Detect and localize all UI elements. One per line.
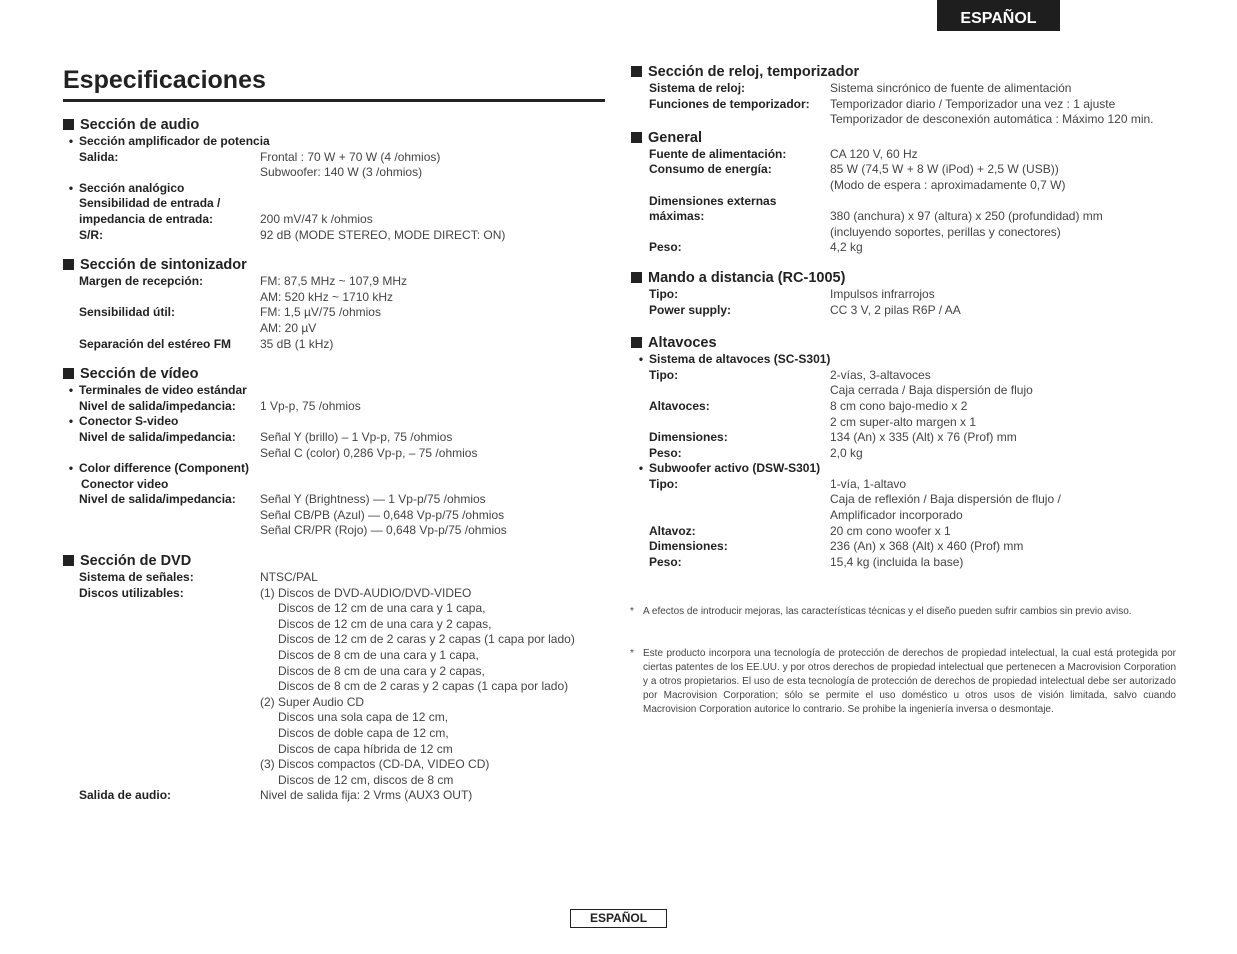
section-heading-dvd: Sección de DVD bbox=[63, 553, 603, 570]
spec-row-power-supply: Power supply: CC 3 V, 2 pilas R6P / AA bbox=[649, 302, 961, 317]
subsection-component: • Color difference (Component) bbox=[68, 461, 249, 476]
spec-row-dimensiones: Dimensiones externas máximas: 380 (anchura) x 97 (altura) x 250 (profundidad) mm (incluyendo soportes, perillas y conectores) bbox=[649, 193, 1103, 239]
spec-row-funciones: Funciones de temporizador: Temporizador diario / Temporizador una vez : 1 ajuste Temporizador de desconexión automática : Máximo 120 min. bbox=[649, 96, 1154, 127]
section-heading-clock: Sección de reloj, temporizador bbox=[631, 64, 1191, 81]
spec-row-nivel-svideo: Nivel de salida/impedancia: Señal Y (brillo) – 1 Vp-p, 75 /ohmios Señal C (color) 0,286 Vp-p, – 75 /ohmios bbox=[79, 429, 478, 460]
page-title: Especificaciones bbox=[63, 66, 266, 94]
language-tab: ESPAÑOL bbox=[937, 0, 1060, 31]
square-bullet-icon bbox=[631, 272, 642, 283]
spec-row-sw-tipo: Tipo: 1-vía, 1-altavo Caja de reflexión / Baja dispersión de flujo / Amplificador incorporado bbox=[649, 476, 1061, 523]
spec-row-peso: Peso: 4,2 kg bbox=[649, 240, 863, 255]
section-heading-tuner: Sección de sintonizador bbox=[63, 257, 603, 274]
right-column bbox=[631, 64, 1191, 570]
spec-row-sistema-senales: Sistema de señales: NTSC/PAL bbox=[79, 570, 318, 585]
section-heading-remote: Mando a distancia (RC-1005) bbox=[631, 270, 1191, 287]
square-bullet-icon bbox=[631, 66, 642, 77]
spec-row-spk-altavoces: Altavoces: 8 cm cono bajo-medio x 2 2 cm super-alto margen x 1 bbox=[649, 398, 977, 429]
spec-row-consumo: Consumo de energía: 85 W (74,5 W + 8 W (iPod) + 2,5 W (USB)) (Modo de espera : aproximadamente 0,7 W) bbox=[649, 162, 1066, 192]
spec-row-separacion: Separación del estéreo FM 35 dB (1 kHz) bbox=[79, 336, 334, 351]
square-bullet-icon bbox=[631, 337, 642, 348]
spec-row-fuente: Fuente de alimentación: CA 120 V, 60 Hz bbox=[649, 146, 918, 161]
spec-row-sn: S/R: 92 dB (MODE STEREO, MODE DIRECT: ON) bbox=[79, 227, 506, 242]
spec-row-sw-dimensiones: Dimensiones: 236 (An) x 368 (Alt) x 460 (Prof) mm bbox=[649, 539, 1024, 554]
section-heading-audio: Sección de audio bbox=[63, 117, 603, 134]
spec-row-nivel-comp: Nivel de salida/impedancia: Señal Y (Brightness) — 1 Vp-p/75 /ohmios Señal CB/PB (Azul) — 0,648 Vp-p/75 /ohmios Señal CR/PR (Rojo) — 0,648 Vp-p/75 /ohmios bbox=[79, 492, 507, 538]
square-bullet-icon bbox=[63, 368, 74, 379]
spec-row-nivel-std: Nivel de salida/impedancia: 1 Vp-p, 75 /ohmios bbox=[79, 398, 361, 413]
section-heading-general: General bbox=[631, 130, 1191, 147]
square-bullet-icon bbox=[63, 259, 74, 270]
spec-row-spk-tipo: Tipo: 2-vías, 3-altavoces Caja cerrada / Baja dispersión de flujo bbox=[649, 367, 1033, 398]
section-heading-speakers: Altavoces bbox=[631, 335, 1191, 352]
spec-row-sw-altavoz: Altavoz: 20 cm cono woofer x 1 bbox=[649, 523, 951, 538]
subsection-svideo: • Conector S-video bbox=[68, 414, 179, 429]
footnote-macrovision: * Este producto incorpora una tecnología de protección de derechos de propiedad intelectual, la cual está protegida por ciertas patentes de los EE.UU. y por otros derechos de propiedad intelectual que pertenecen a Macrovision Corporation y a otros propietarios. El uso de esta tecnología de protección de derechos de propiedad intelectual debe ser autorizado por Macrovision Corporation; sólo se permite el uso doméstico u otros usos de visión limitada, salvo cuando Macrovision Corporation autorice lo contrario. Se prohibe la ingeniería inversa o desmontaje. bbox=[630, 648, 1176, 715]
square-bullet-icon bbox=[631, 132, 642, 143]
square-bullet-icon bbox=[63, 119, 74, 130]
spec-row-margen: Margen de recepción: FM: 87,5 MHz ~ 107,9 MHz AM: 520 kHz ~ 1710 kHz bbox=[79, 274, 408, 304]
subsection-analog: • Sección analógico bbox=[68, 180, 185, 195]
footer-language-label: ESPAÑOL bbox=[570, 909, 667, 928]
spec-row-remote-tipo: Tipo: Impulsos infrarrojos bbox=[649, 286, 935, 301]
subsection-subwoofer: • Subwoofer activo (DSW-S301) bbox=[638, 461, 821, 476]
spec-row-sw-peso: Peso: 15,4 kg (incluida la base) bbox=[649, 554, 964, 569]
spec-row-sensibilidad: Sensibilidad de entrada / impedancia de entrada: 200 mV/47 k /ohmios bbox=[79, 196, 373, 226]
left-column bbox=[63, 117, 603, 804]
spec-row-sistema-reloj: Sistema de reloj: Sistema sincrónico de fuente de alimentación bbox=[649, 81, 1072, 95]
subsection-amp: • Sección amplificador de potencia bbox=[68, 134, 270, 148]
spec-row-salida-audio: Salida de audio: Nivel de salida fija: 2 Vrms (AUX3 OUT) bbox=[79, 788, 473, 803]
square-bullet-icon bbox=[63, 555, 74, 566]
subsection-component-connector: Conector video bbox=[81, 476, 169, 491]
spec-row-discos: Discos utilizables: (1) Discos de DVD-AUDIO/DVD-VIDEO Discos de 12 cm de una cara y 1 capa, Discos de 12 cm de una cara y 2 capas, Discos de 12 cm de 2 caras y 2 capas (1 capa por lado) Discos de 8 cm de una cara y 1 capa, Discos de 8 cm de una cara y 2 capas, Discos de 8 cm de 2 caras y 2 capas (1 capa por lado) (2) Super Audio CD Discos una sola capa de 12 cm, Discos de doble capa de 12 cm, Discos de capa híbrida de 12 cm (3) Discos compactos (CD-DA, VIDEO CD) Discos de 12 cm, discos de 8 cm bbox=[79, 585, 575, 787]
subsection-video-std: • Terminales de video estándar bbox=[68, 383, 247, 398]
spec-row-sens-util: Sensibilidad útil: FM: 1,5 µV/75 /ohmios AM: 20 µV bbox=[79, 305, 381, 335]
title-rule bbox=[63, 99, 605, 102]
section-heading-video: Sección de vídeo bbox=[63, 366, 603, 383]
spec-row-salida: Salida: Frontal : 70 W + 70 W (4 /ohmios) Subwoofer: 140 W (3 /ohmios) bbox=[79, 149, 441, 180]
spec-row-spk-peso: Peso: 2,0 kg bbox=[649, 445, 863, 460]
spec-row-spk-dimensiones: Dimensiones: 134 (An) x 335 (Alt) x 76 (Prof) mm bbox=[649, 430, 1017, 445]
footnote-changes: * A efectos de introducir mejoras, las características técnicas y el diseño pueden sufrir cambios sin previo aviso. bbox=[630, 606, 1132, 617]
subsection-speaker-system: • Sistema de altavoces (SC-S301) bbox=[638, 352, 831, 367]
